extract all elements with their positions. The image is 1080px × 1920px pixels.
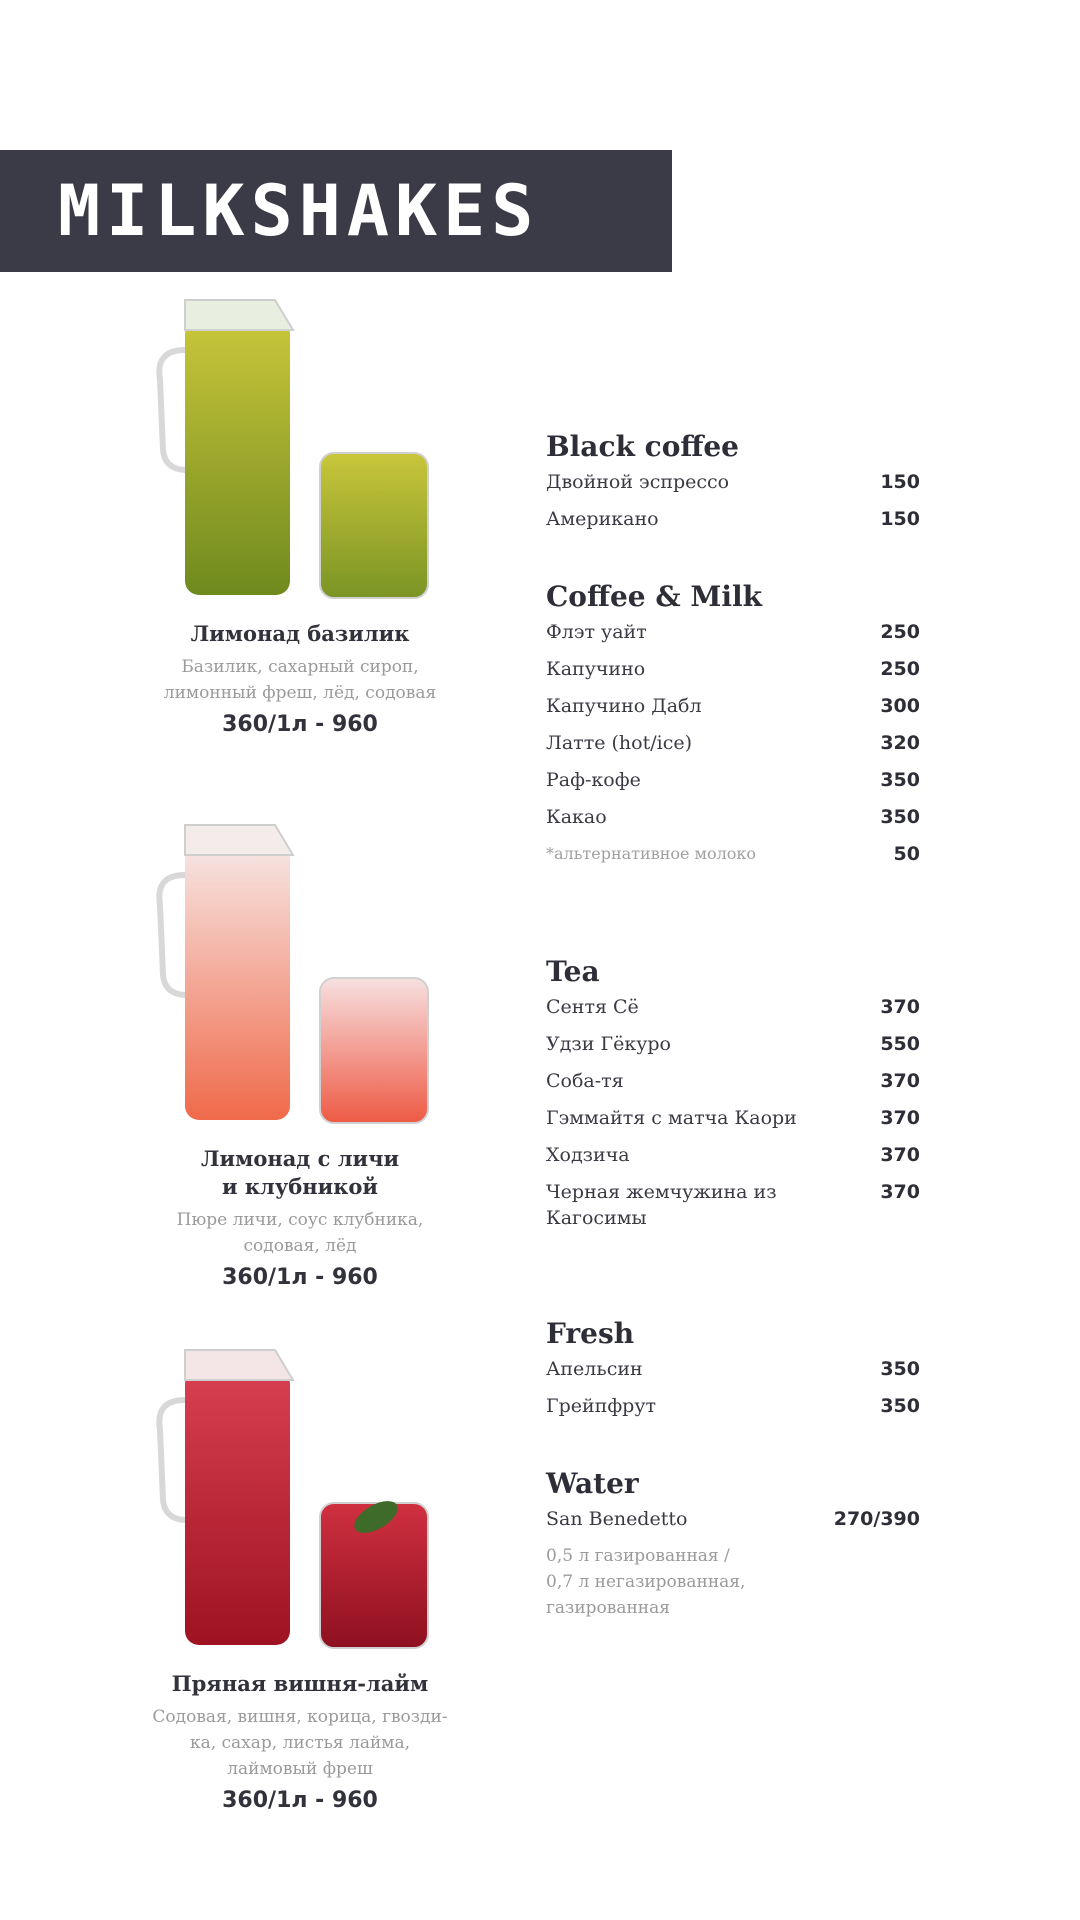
drink-price: 360/1л - 960 [222,1788,378,1813]
menu-item: Грейпфрут 350 [546,1395,920,1417]
section-title: Tea [546,955,600,988]
menu-item: Сентя Сё 370 [546,996,920,1018]
drink-image [120,815,480,1145]
menu-item-subtext: 0,5 л газированная / 0,7 л негазированная, газированная [546,1546,746,1618]
menu-item: Удзи Гёкуро 550 [546,1033,920,1055]
menu-item: Капучино 250 [546,658,920,680]
section-title: Water [546,1467,639,1500]
menu-section-coffee-milk [546,575,920,878]
drink-description: Базилик, сахарный сироп, лимонный фреш, лёд, содовая [163,657,437,703]
pitcher-illustration [155,815,295,1125]
drink-description: Содовая, вишня, корица, гвозди- ка, сахар, листья лайма, лаймовый фреш [152,1707,448,1779]
glass-illustration [318,1495,430,1650]
glass-illustration [318,970,430,1125]
section-banner [0,150,672,272]
menu-section-fresh [546,1312,920,1430]
drink-card [120,290,480,737]
drink-name: Лимонад базилик [190,621,410,646]
menu-item: Какао 350 [546,806,920,828]
menu-item: Американо 150 [546,508,920,530]
menu-item: Ходзича 370 [546,1144,920,1166]
menu-section-black-coffee [546,425,920,543]
section-title: Coffee & Milk [546,580,763,613]
drink-name: Лимонад с личи и клубникой [200,1146,400,1199]
drink-description: Пюре личи, соус клубника, содовая, лёд [176,1210,424,1256]
menu-item: Раф-кофе 350 [546,769,920,791]
glass-illustration [318,445,430,600]
menu-item: Капучино Дабл 300 [546,695,920,717]
page-title: MILKSHAKES [58,170,540,252]
drink-card [120,1340,480,1813]
menu-section-water [546,1462,920,1621]
pitcher-illustration [155,1340,295,1650]
section-title: Fresh [546,1317,635,1350]
drink-price: 360/1л - 960 [222,712,378,737]
menu-item: Латте (hot/ice) 320 [546,732,920,754]
menu-item: Флэт уайт 250 [546,621,920,643]
menu-item: Гэммайтя с матча Каори 370 [546,1107,920,1129]
menu-item: Двойной эспрессо 150 [546,471,920,493]
menu-item: Черная жемчужина из Кагосимы 370 [546,1181,920,1229]
menu-section-tea [546,950,920,1231]
drink-price: 360/1л - 960 [222,1265,378,1290]
menu-item: Апельсин 350 [546,1358,920,1380]
drink-image [120,290,480,620]
menu-item-note: *альтернативное молоко 50 [546,843,920,865]
section-title: Black coffee [546,430,739,463]
pitcher-illustration [155,290,295,600]
menu-item: San Benedetto 270/390 [546,1508,920,1530]
menu-item: Соба-тя 370 [546,1070,920,1092]
drink-name: Пряная вишня-лайм [171,1671,429,1696]
drink-image [120,1340,480,1670]
drink-card [120,815,480,1290]
